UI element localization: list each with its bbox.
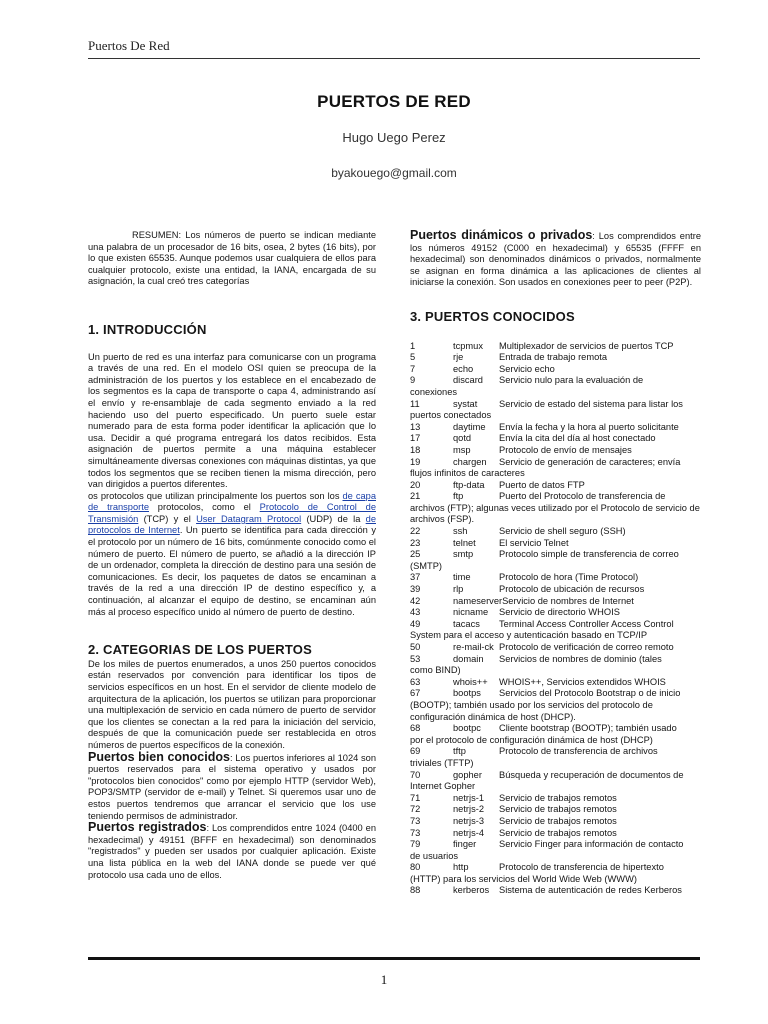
port-description-continued: archivos (FTP); algunas veces utilizado por el Protocolo de servicio de archivos (FSP). xyxy=(410,502,700,525)
section-1-heading: 1. INTRODUCCIÓN xyxy=(88,321,207,337)
port-description: Servicio echo xyxy=(499,363,555,374)
port-service-name: kerberos xyxy=(453,885,490,896)
port-description-continued: por el protocolo de configuración dinámica de host (DHCP) xyxy=(410,734,653,745)
port-number: 7 xyxy=(410,363,416,374)
port-service-name: re-mail-ck xyxy=(453,642,494,652)
port-service-name: netrjs-4 xyxy=(453,827,485,838)
port-number: 67 xyxy=(410,688,421,699)
port-description: Puerto del Protocolo de transferencia de xyxy=(499,491,666,502)
text-span: . Un puerto se identifica para cada dirección y el protocolo por un número de 16 bits, comúnmente conocido como el número de puerto. El número de puerto, se añadió a la dirección IP de un ordenador, completa la dirección de destino para una sesión de comunicaciones. Es decir, los paquetes de datos se encaminan a través de la red a una dirección IP de destino específico y, a continuación, al alcanzar el equipo de destino, se encaminan aún más al proceso específico unido al número de puerto de destino. xyxy=(88,525,376,617)
port-number: 25 xyxy=(410,549,421,560)
port-description-continued: triviales (TFTP) xyxy=(410,757,474,768)
port-number: 17 xyxy=(410,433,421,444)
port-service-name: tcpmux xyxy=(453,340,483,351)
port-row xyxy=(410,654,701,666)
port-description: Sistema de autenticación de redes Kerberos xyxy=(499,885,682,896)
port-row xyxy=(410,770,701,782)
port-description: Entrada de trabajo remota xyxy=(499,352,608,363)
port-description: Servicio de trabajos remotos xyxy=(499,827,617,838)
port-service-name: netrjs-3 xyxy=(453,815,485,826)
port-row xyxy=(410,793,701,805)
port-row xyxy=(410,607,701,619)
port-service-name: chargen xyxy=(453,456,487,467)
port-service-name: time xyxy=(453,572,471,583)
port-number: 72 xyxy=(410,804,421,815)
registered-ports-text: : Los comprendidos entre 1024 (0400 en hexadecimal) y 49151 (BFFF en hexadecimal) son denominados "registrados" y pueden ser usados por cualquier aplicación. Existe una lista pública en la web del IANA donde se puede ver qué protocolo usa cada uno de ellos. xyxy=(88,823,376,880)
port-number: 1 xyxy=(410,340,416,351)
link-protocolos-internet[interactable]: de protocolos de Internet xyxy=(88,513,376,536)
port-service-name: gopher xyxy=(453,769,482,780)
port-description: Terminal Access Controller Access Control xyxy=(499,618,674,629)
port-row xyxy=(410,445,701,457)
port-number: 88 xyxy=(410,885,421,896)
registered-ports-lead: Puertos registrados xyxy=(88,820,207,835)
port-row xyxy=(410,375,701,387)
author-email: byakouego@gmail.com xyxy=(331,166,457,180)
port-service-name: smtp xyxy=(453,549,474,560)
footer-rule xyxy=(88,957,700,960)
port-row xyxy=(410,480,701,492)
port-row xyxy=(410,839,701,851)
port-row xyxy=(410,341,701,353)
port-description: Protocolo de transferencia de archivos xyxy=(499,746,658,757)
port-service-name: nicname xyxy=(453,607,489,618)
port-row xyxy=(410,828,701,840)
port-row xyxy=(410,433,701,445)
port-number: 21 xyxy=(410,491,421,502)
text-span: protocolos, como el xyxy=(149,502,260,513)
port-number: 22 xyxy=(410,526,421,537)
port-description: WHOIS++, Servicios extendidos WHOIS xyxy=(499,676,666,687)
section-2-heading: 2. CATEGORIAS DE LOS PUERTOS xyxy=(88,642,312,658)
port-number: 43 xyxy=(410,607,421,618)
port-description-continued: (BOOTP); también usado por los servicios del protocolo de configuración dinámica de host (DHCP). xyxy=(410,699,653,722)
port-row xyxy=(410,584,701,596)
page-number: 1 xyxy=(380,972,388,987)
port-description-continued: System para el acceso y autenticación basado en TCP/IP xyxy=(410,630,648,641)
port-service-name: nameserver xyxy=(453,595,503,606)
port-number: 39 xyxy=(410,584,421,595)
text-span: (UDP) de la xyxy=(301,513,366,524)
port-description: Servicio nulo para la evaluación de xyxy=(499,375,644,386)
port-description: Cliente bootstrap (BOOTP); también usado xyxy=(499,723,677,734)
port-number: 63 xyxy=(410,676,421,687)
port-number: 73 xyxy=(410,815,421,826)
port-row xyxy=(410,862,701,874)
port-service-name: bootps xyxy=(453,688,481,699)
port-description: Servicios del Protocolo Bootstrap o de inicio xyxy=(499,688,681,699)
dynamic-ports-lead: Puertos dinámicos o privados xyxy=(410,228,593,242)
port-row xyxy=(410,572,701,584)
known-ports-text: : Los puertos inferiores al 1024 son puertos reservados para el sistema operativo y usados por "protocolos bien conocidos" como por ejemplo HTTP (servidor Web), POP3/SMTP (servidor de e-mail) y Telnet. Si queremos usar uno de estos puertos tendremos que arrancar el servicio que los use teniendo permisos de administrador. xyxy=(88,752,377,821)
port-description: Servicio de trabajos remotos xyxy=(499,815,617,826)
port-service-name: daytime xyxy=(453,421,486,432)
port-row xyxy=(410,816,701,828)
port-description-continued: (HTTP) para los servicios del World Wide Web (WWW) xyxy=(410,873,637,884)
port-row xyxy=(410,457,701,469)
port-service-name: discard xyxy=(453,375,483,386)
port-description-continued: flujos infinitos de caracteres xyxy=(410,468,525,479)
port-description: Protocolo de transferencia de hipertexto xyxy=(499,862,664,873)
left-column xyxy=(88,230,376,881)
port-row xyxy=(410,688,701,700)
port-description: Envía la cita del día al host conectado xyxy=(499,433,656,444)
port-row xyxy=(410,399,701,411)
port-number: 42 xyxy=(410,595,421,606)
intro-paragraph-1: Un puerto de red es una interfaz para comunicarse con un programa a través de una red. En el modelo OSI quien se preocupa de la administración de los puertos y los establece en el encabezado de los segmentos es la capa de transporte o capa 4, administrando así el envío y re-ensamblaje de cada segmento enviado a la red haciendo uso del puerto especificado. Un puerto suele estar numerado para de esta forma poder identificar la aplicación que lo usa. Decidir a qué programa entregará los datos recibidos. Esta asignación de puertos permite a una máquina establecer simultáneamente diversas conexiones con máquinas distintas, ya que todos los segmentos que se reciben tienen la misma dirección, pero van dirigidos a puertos diferentes. xyxy=(88,351,376,490)
port-description-continued: como BIND) xyxy=(410,665,461,676)
port-row xyxy=(410,885,701,897)
port-description-continued: puertos conectados xyxy=(410,410,492,421)
port-service-name: bootpc xyxy=(453,723,481,734)
port-description: Servicio de estado del sistema para listar los xyxy=(499,398,683,409)
port-number: 79 xyxy=(410,839,421,850)
link-tcp[interactable]: Protocolo de Control de Transmisión xyxy=(88,502,376,524)
header-rule xyxy=(88,58,700,59)
port-service-name: rlp xyxy=(453,584,464,595)
port-description: Servicios de nombres de dominio (tales xyxy=(499,653,662,664)
dynamic-ports-paragraph xyxy=(410,230,701,289)
port-description: Protocolo de verificación de correo remoto xyxy=(499,642,674,652)
running-head: Puertos De Red xyxy=(88,38,170,53)
port-row xyxy=(410,596,701,608)
port-number: 69 xyxy=(410,746,421,757)
port-service-name: finger xyxy=(453,839,477,850)
port-number: 68 xyxy=(410,723,421,734)
port-description: Servicio de trabajos remotos xyxy=(499,792,617,803)
port-row xyxy=(410,804,701,816)
port-service-name: echo xyxy=(453,363,474,374)
port-service-name: http xyxy=(453,862,469,873)
port-description: Servicio Finger para información de contacto xyxy=(499,839,684,850)
port-service-name: ssh xyxy=(453,526,468,537)
port-service-name: msp xyxy=(453,444,471,455)
port-service-name: domain xyxy=(453,653,484,664)
port-list xyxy=(410,341,701,898)
port-service-name: qotd xyxy=(453,433,472,444)
port-service-name: telnet xyxy=(453,537,476,548)
port-description: Servicio de trabajos remotos xyxy=(499,804,617,815)
port-description: Puerto de datos FTP xyxy=(499,479,585,490)
port-row xyxy=(410,526,701,538)
port-description: Servicio de directorio WHOIS xyxy=(499,607,620,618)
port-number: 49 xyxy=(410,618,421,629)
port-number: 11 xyxy=(410,398,420,409)
port-number: 5 xyxy=(410,352,416,363)
port-description: Protocolo de hora (Time Protocol) xyxy=(499,572,639,583)
port-row xyxy=(410,538,701,550)
port-row xyxy=(410,549,701,561)
port-number: 20 xyxy=(410,479,421,490)
text-span: os protocolos que utilizan principalmente los puertos son los xyxy=(88,490,343,501)
dynamic-ports-text: : Los comprendidos entre los números 49152 (C000 en hexadecimal) y 65535 (FFFF en hexadecimal) son denominados dinámicos o privados, normalmente se asignan en forma dinámica a las aplicaciones de clientes al iniciarse la conexión. Son usados en conexiones peer to peer (P2P). xyxy=(410,231,701,288)
port-description-continued: Internet Gopher xyxy=(410,781,476,792)
port-number: 37 xyxy=(410,572,421,583)
port-description: Servicio de generación de caracteres; envía xyxy=(499,456,681,467)
port-description: Protocolo simple de transferencia de correo xyxy=(499,549,679,560)
port-service-name: ftp-data xyxy=(453,479,485,490)
port-row xyxy=(410,352,701,364)
port-number: 73 xyxy=(410,827,421,838)
port-description-continued: (SMTP) xyxy=(410,560,443,571)
paper-author: Hugo Uego Perez xyxy=(342,130,446,145)
abstract: RESUMEN: Los números de puerto se indican mediante una palabra de un procesador de 16 bits, osea, 2 bytes (16 bits), por lo que existen 65535. Aunque podemos usar cualquiera de ellos para cualquier protocolo, existe una entidad, la IANA, encargada de su asignación, la cual creó tres categorías xyxy=(88,230,376,287)
registered-ports-paragraph xyxy=(88,822,376,881)
port-number: 18 xyxy=(410,444,421,455)
port-row xyxy=(410,619,701,631)
port-service-name: ftp xyxy=(453,491,464,502)
port-number: 80 xyxy=(410,862,421,873)
port-row xyxy=(410,491,701,503)
port-row xyxy=(410,746,701,758)
port-description: Servicio de shell seguro (SSH) xyxy=(499,526,626,537)
intro-paragraph-2 xyxy=(88,491,376,619)
port-description-continued: de usuarios xyxy=(410,850,459,861)
port-description: Multiplexador de servicios de puertos TCP xyxy=(499,340,674,351)
port-service-name: netrjs-1 xyxy=(453,792,485,803)
port-number: 9 xyxy=(410,375,416,386)
port-description: Protocolo de ubicación de recursos xyxy=(499,584,645,595)
port-service-name: netrjs-2 xyxy=(453,804,485,815)
port-service-name: rje xyxy=(453,352,464,363)
known-ports-lead: Puertos bien conocidos xyxy=(88,749,230,764)
port-row xyxy=(410,364,701,376)
link-capa-de-transporte[interactable]: de capa de transporte xyxy=(88,490,376,513)
port-description: Envía la fecha y la hora al puerto solicitante xyxy=(499,421,679,432)
section-3-heading: 3. PUERTOS CONOCIDOS xyxy=(410,308,575,324)
port-service-name: tacacs xyxy=(453,618,480,629)
port-row xyxy=(410,677,701,689)
link-udp[interactable]: User Datagram Protocol xyxy=(196,513,302,524)
port-row xyxy=(410,723,701,735)
text-span: (TCP) y el xyxy=(138,513,197,524)
right-column xyxy=(410,230,701,897)
port-number: 53 xyxy=(410,653,421,664)
port-number: 50 xyxy=(410,642,421,652)
port-number: 23 xyxy=(410,537,421,548)
known-ports-paragraph xyxy=(88,749,377,823)
port-service-name: whois++ xyxy=(453,676,488,687)
port-description: Servicio de nombres de Internet xyxy=(502,595,634,606)
port-description: Búsqueda y recuperación de documentos de xyxy=(499,769,684,780)
port-number: 19 xyxy=(410,456,421,467)
port-row xyxy=(410,422,701,434)
port-description: El servicio Telnet xyxy=(499,537,569,548)
port-number: 13 xyxy=(410,421,421,432)
port-row xyxy=(410,642,701,654)
paper-title: PUERTOS DE RED xyxy=(317,92,471,111)
port-description-continued: conexiones xyxy=(410,386,458,397)
port-service-name: systat xyxy=(453,398,478,409)
port-description: Protocolo de envío de mensajes xyxy=(499,444,632,455)
port-number: 71 xyxy=(410,792,421,803)
categories-paragraph: De los miles de puertos enumerados, a unos 250 puertos conocidos están reservados por convención para identificar los tipos de servicios específicos en un host. En el servidor de cliente modelo de arquitectura de la aplicación, los puertos se utilizan para proporcionar una multiplexación de servicio en cada número de puerto de servidor que los clientes se conectan a la red para la iniciación del servicio, después de que la comunicación puede ser restablecida en otros números de puertos específicos de la conexión. xyxy=(88,658,376,750)
port-service-name: tftp xyxy=(453,746,466,757)
port-number: 70 xyxy=(410,769,421,780)
